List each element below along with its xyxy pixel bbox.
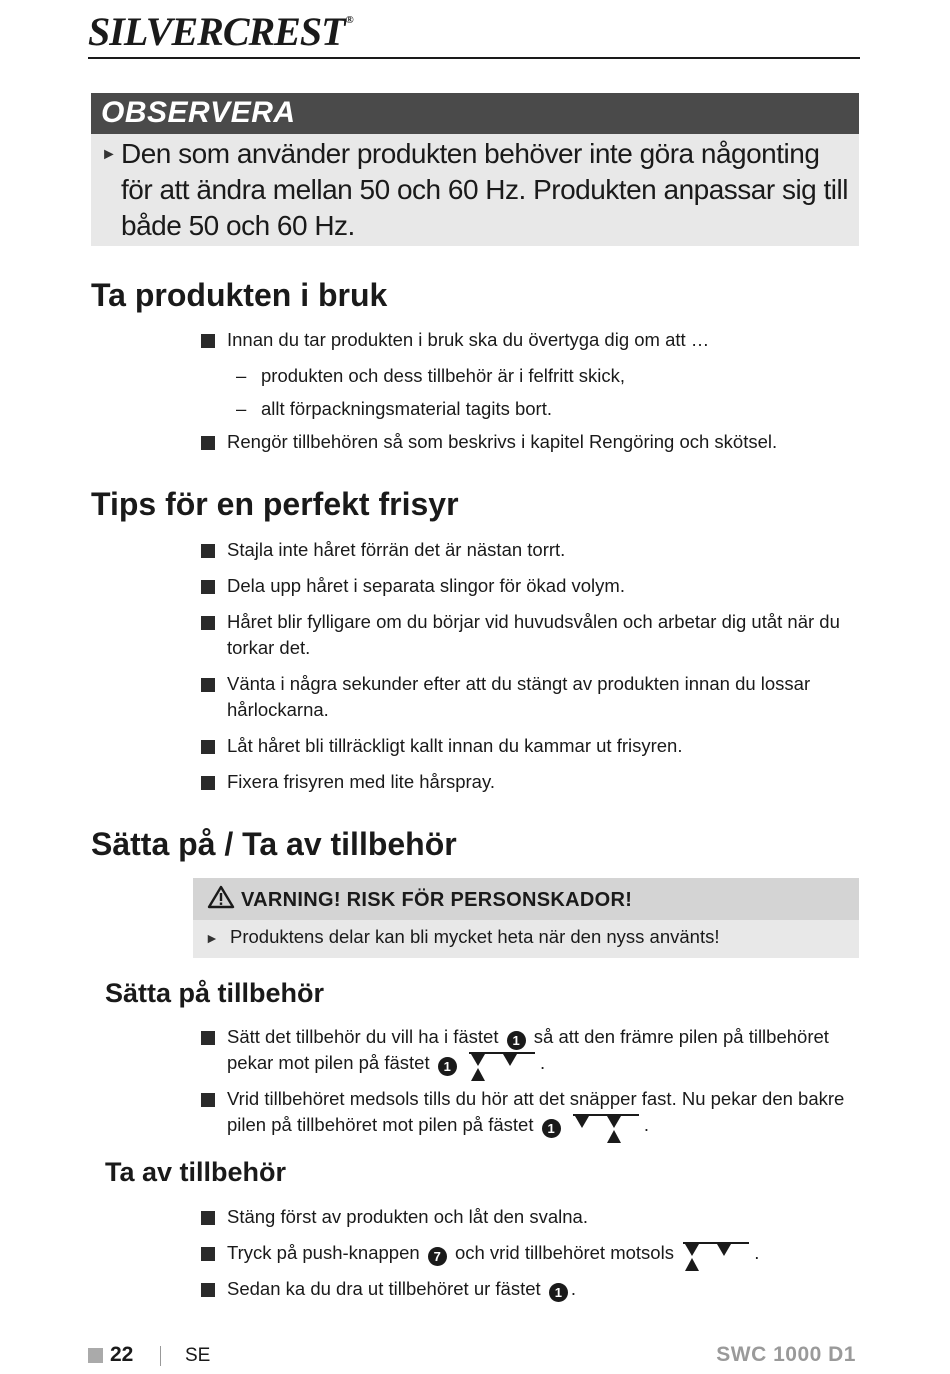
warning-text: Produktens delar kan bli mycket heta när den nyss använts! (230, 926, 720, 947)
sub-list-item (236, 363, 625, 389)
list-item (201, 327, 861, 353)
observera-body (91, 134, 859, 246)
footer-divider (160, 1346, 161, 1366)
part-number-badge: 1 (507, 1031, 526, 1050)
part-number-badge: 1 (542, 1119, 561, 1138)
list-item (201, 609, 861, 661)
text-fragment: . (643, 1114, 650, 1135)
list-item-text: Vänta i några sekunder efter att du stängt av produkten innan du lossar hårlockarna. (227, 673, 811, 720)
arrow-right-icon: ► (205, 930, 219, 946)
text-fragment: Sätt det tillbehör du vill ha i fästet (227, 1026, 499, 1047)
arrows-counterclockwise-icon (683, 1241, 749, 1273)
part-number-badge: 7 (428, 1247, 447, 1266)
list-item (201, 769, 861, 795)
part-number-badge: 1 (438, 1057, 457, 1076)
arrows-rotated-icon (573, 1113, 639, 1145)
brand-logo (88, 8, 353, 55)
list-item-text: Innan du tar produkten i bruk ska du övertyga dig om att … (227, 329, 710, 350)
model-number: SWC 1000 D1 (716, 1343, 856, 1366)
text-fragment: pilen på tillbehöret mot pilen på fästet (227, 1114, 534, 1135)
text-fragment: Tryck på push-knappen (227, 1242, 420, 1263)
list-item-text: Dela upp håret i separata slingor för ökad volym. (227, 575, 625, 596)
text-fragment: Sedan ka du dra ut tillbehöret ur fästet (227, 1278, 541, 1299)
part-number-badge: 1 (549, 1283, 568, 1302)
warning-title: VARNING! RISK FÖR PERSONSKADOR! (241, 889, 633, 911)
brand-mark: ® (345, 14, 353, 26)
list-item-text: Håret blir fylligare om du börjar vid huvudsvålen och arbetar dig utåt när du torkar det. (227, 611, 840, 658)
list-item (201, 1024, 861, 1083)
text-fragment: så att den främre pilen på tillbehöret (533, 1026, 829, 1047)
dash-icon: – (236, 365, 247, 386)
language-code: SE (185, 1345, 211, 1366)
footer-square-icon (88, 1348, 103, 1363)
list-item-text: Låt håret bli tillräckligt kallt innan du kammar ut frisyren. (227, 735, 683, 756)
subsection-title-satta-pa: Sätta på tillbehör (105, 978, 325, 1008)
arrows-aligned-icon (469, 1051, 535, 1083)
list-item-text: Stajla inte håret förrän det är nästan torrt. (227, 539, 566, 560)
text-fragment: pekar mot pilen på fästet (227, 1052, 430, 1073)
observera-title: OBSERVERA (101, 96, 296, 129)
list-item-text: Fixera frisyren med lite hårspray. (227, 771, 495, 792)
brand-part1: SILVER (88, 9, 223, 54)
warning-header (193, 878, 859, 920)
text-fragment: . (540, 1052, 546, 1073)
text-fragment: och vrid tillbehöret motsols (454, 1242, 674, 1263)
page-footer (88, 1342, 860, 1370)
list-item (201, 1276, 861, 1302)
list-item (201, 1086, 861, 1145)
section-title-ta-produkten-i-bruk: Ta produkten i bruk (91, 277, 388, 313)
text-fragment: Vrid tillbehöret medsols tills du hör att det snäpper fast. Nu pekar den bakre (227, 1088, 845, 1109)
list-item-text: Stäng först av produkten och låt den svalna. (227, 1206, 588, 1227)
sub-list-item-text: produkten och dess tillbehör är i felfritt skick, (261, 365, 625, 386)
list-item-text: Rengör tillbehören så som beskrivs i kapitel Rengöring och skötsel. (227, 431, 778, 452)
list-item (201, 671, 861, 723)
warning-triangle-icon (207, 885, 235, 909)
list-item (201, 1240, 861, 1273)
sub-list-item (236, 396, 552, 422)
dash-icon: – (236, 398, 247, 419)
text-fragment: . (754, 1242, 760, 1263)
arrow-right-icon: ► (101, 146, 117, 163)
section-title-tips: Tips för en perfekt frisyr (91, 486, 459, 522)
subsection-title-ta-av: Ta av tillbehör (105, 1157, 287, 1187)
sub-list-item-text: allt förpackningsmaterial tagits bort. (261, 398, 552, 419)
list-item (201, 537, 861, 563)
list-item (201, 733, 861, 759)
warning-body (193, 920, 859, 958)
section-title-satta-pa-ta-av: Sätta på / Ta av tillbehör (91, 826, 457, 862)
brand-part2: CREST (222, 9, 345, 54)
list-item (201, 429, 861, 455)
text-fragment: . (570, 1278, 576, 1299)
observera-header (91, 93, 859, 134)
observera-text: Den som använder produkten behöver inte göra någonting för att ändra mellan 50 och 60 Hz. Produkten anpassar sig till både 50 och 60 Hz. (121, 138, 848, 241)
page-number: 22 (110, 1343, 134, 1366)
list-item (201, 1204, 861, 1230)
header-rule (88, 57, 860, 59)
list-item (201, 573, 861, 599)
